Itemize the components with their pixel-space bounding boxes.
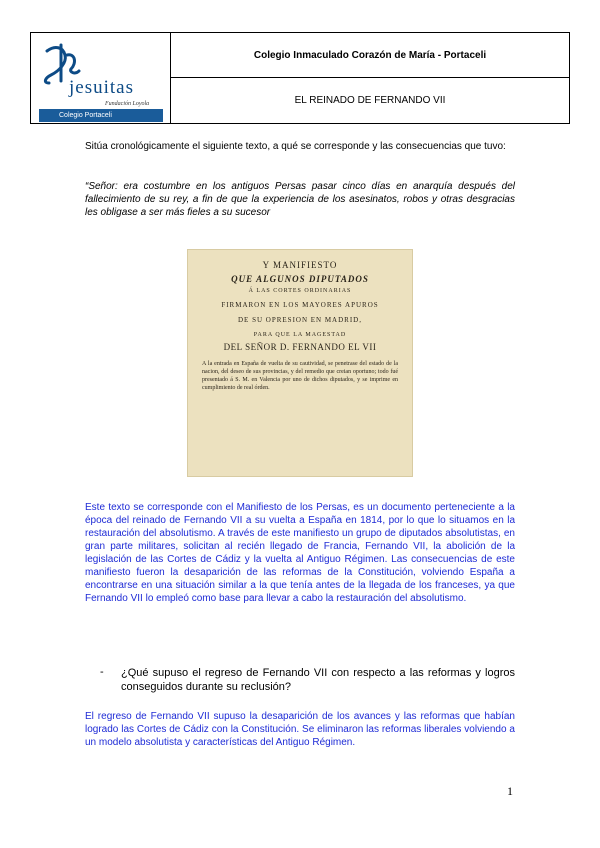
logo	[31, 33, 171, 123]
logo-foundation: Fundación Loyola	[105, 101, 150, 107]
manifesto-line-4: FIRMARON EN LOS MAYORES APUROS	[221, 301, 379, 309]
answer-paragraph-2: El regreso de Fernando VII supuso la desaparición de los avances y las reformas que habían logrado las Cortes de Cádiz con la Constitución. Se eliminaron las reformas liberales volviendo a un modelo absolutista y características del Antiguo Régimen.	[85, 711, 515, 748]
document-title: EL REINADO DE FERNANDO VII	[294, 95, 446, 106]
manifesto-body: A la entrada en España de vuelta de su cautividad, se penetrase del estado de la nacion, del deseo de sus provincias, y del remedio que creian oportuno; todo fué presentado á S. M. en Valencia por uno de dichos diputados, y se imprime en cumplimiento de real órden.	[202, 361, 398, 391]
manifesto-line-7: DEL SEÑOR D. FERNANDO EL VII	[223, 342, 377, 352]
question-bullet: -	[100, 666, 104, 678]
quote-text: “Señor: era costumbre en los antiguos Persas pasar cinco días en anarquía después del fallecimiento de su rey, a fin de que la experiencia de los asesinatos, robos y otras desgracias les obligase a ser más fieles a su sucesor	[85, 181, 515, 218]
manifesto-line-5: DE SU OPRESION EN MADRID,	[238, 316, 362, 324]
logo-school-bar: Colegio Portaceli	[39, 109, 163, 122]
school-name: Colegio Inmaculado Corazón de María - Portaceli	[171, 33, 569, 78]
manifesto-image	[187, 249, 413, 477]
manifesto-line-6: PARA QUE LA MAGESTAD	[253, 332, 347, 338]
manifesto-line-2: QUE ALGUNOS DIPUTADOS	[231, 274, 369, 284]
manifesto-line-3: Á LAS CORTES ORDINARIAS	[248, 288, 352, 294]
page-number: 1	[507, 784, 513, 798]
answer-paragraph-1: Este texto se corresponde con el Manifiesto de los Persas, es un documento perteneciente a la época del reinado de Fernando VII a su vuelta a España en 1814, por lo que lo situamos en la restauración del absolutismo. A través de este manifiesto un grupo de diputados absolutistas, en gran parte militares, solicitan al recién llegado de Francia, Fernando VII, la abolición de la legislación de las Cortes de Cádiz y la vuelta al Antiguo Régimen. Las consecuencias de este manifiesto fueron la desaparición de las reformas de la Constitución, volviendo España a encontrarse en una situación similar a la que tenía antes de la llegada de los franceses, ya que Fernando VII lo empleó como base para llevar a cabo la restauración del absolutismo.	[85, 502, 515, 604]
intro-instruction: Sitúa cronológicamente el siguiente texto, a qué se corresponde y las consecuencias que tuvo:	[85, 141, 506, 152]
logo-wordmark: jesuitas	[69, 77, 134, 98]
manifesto-line-1: Y MANIFIESTO	[262, 260, 338, 270]
question-text: ¿Qué supuso el regreso de Fernando VII con respecto a las reformas y logros conseguidos durante su reclusión?	[121, 667, 515, 693]
header-table	[30, 32, 570, 124]
